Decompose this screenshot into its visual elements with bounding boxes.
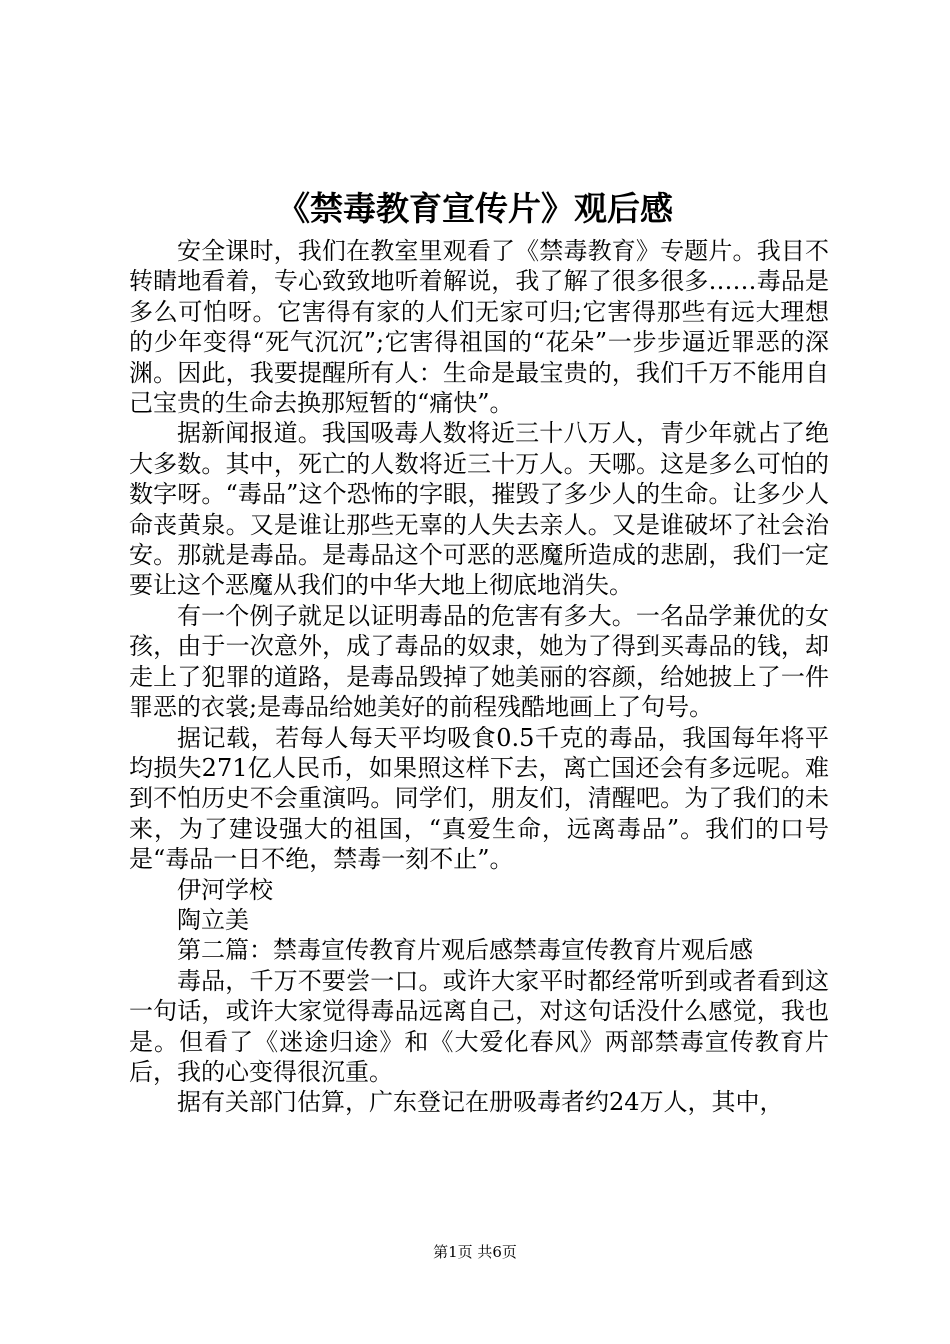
paragraph: 据新闻报道。我国吸毒人数将近三十八万人，青少年就占了绝大多数。其中，死亡的人数将近三十万人。天哪。这是多么可怕的数字呀。“毒品”这个恐怖的字眼，摧毁了多少人的生命。让多少人命丧黄泉。又是谁让那些无辜的人失去亲人。又是谁破坏了社会治安。那就是毒品。是毒品这个可恶的恶魔所造成的悲剧，我们一定要让这个恶魔从我们的中华大地上彻底地消失。 [129,419,829,600]
section-heading: 第二篇：禁毒宣传教育片观后感禁毒宣传教育片观后感 [177,936,753,965]
document-body [129,236,829,1118]
author-name: 陶立美 [177,905,249,934]
school-name: 伊河学校 [177,875,273,904]
paragraph: 有一个例子就足以证明毒品的危害有多大。一名品学兼优的女孩，由于一次意外，成了毒品的奴隶，她为了得到买毒品的钱，却走上了犯罪的道路，是毒品毁掉了她美丽的容颜，给她披上了一件罪恶的衣裳;是毒品给她美好的前程残酷地画上了句号。 [129,601,829,722]
document-title: 《禁毒教育宣传片》观后感 [277,189,673,228]
paragraph: 据有关部门估算，广东登记在册吸毒者约24万人，其中， [177,1088,784,1117]
paragraph: 安全课时，我们在教室里观看了《禁毒教育》专题片。我目不转睛地看着，专心致致地听着解说，我了解了很多很多……毒品是多么可怕呀。它害得有家的人们无家可归;它害得那些有远大理想的少年变得“死气沉沉”;它害得祖国的“花朵”一步步逼近罪恶的深渊。因此，我要提醒所有人：生命是最宝贵的，我们千万不能用自己宝贵的生命去换那短暂的“痛快”。 [129,237,829,418]
page-footer: 第1页 共6页 [433,1243,517,1261]
paragraph: 毒品，千万不要尝一口。或许大家平时都经常听到或者看到这一句话，或许大家觉得毒品远离自己，对这句话没什么感觉，我也是。但看了《迷途归途》和《大爱化春风》两部禁毒宣传教育片后，我的心变得很沉重。 [129,966,829,1086]
paragraph: 据记载，若每人每天平均吸食0.5千克的毒品，我国每年将平均损失271亿人民币，如果照这样下去，离亡国还会有多远呢。难到不怕历史不会重演吗。同学们，朋友们，清醒吧。为了我们的未来，为了建设强大的祖国，“真爱生命，远离毒品”。我们的口号是“毒品一日不绝，禁毒一刻不止”。 [129,723,829,874]
